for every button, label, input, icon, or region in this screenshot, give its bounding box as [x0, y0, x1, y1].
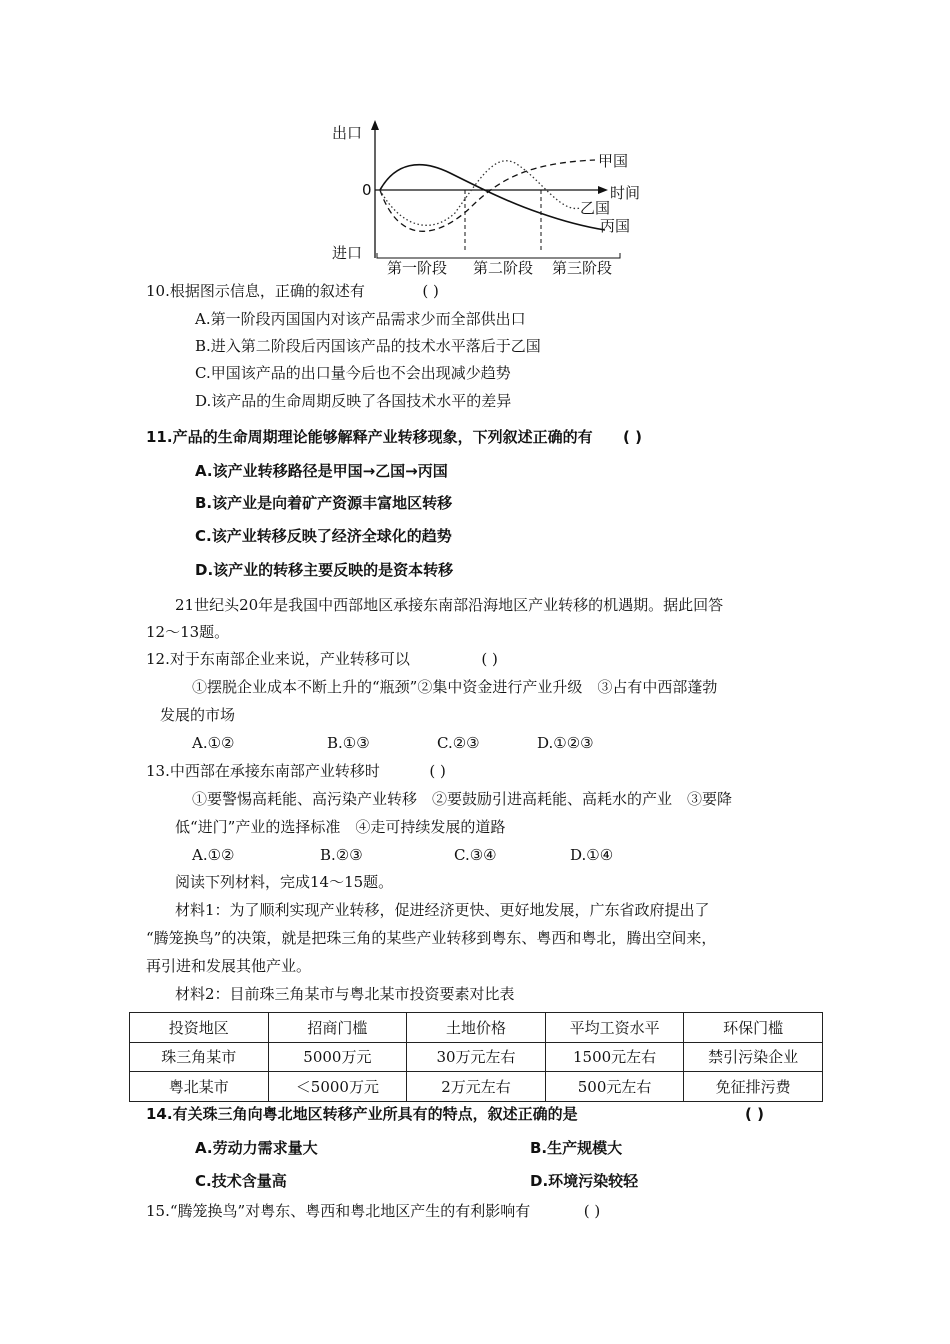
question-13-option-d: D.①④: [570, 846, 614, 864]
intro-12-line1: 21世纪头20年是我国中西部地区承接东南部沿海地区产业转移的机遇期。据此回答: [175, 596, 724, 614]
question-10-option-d: D.该产品的生命周期反映了各国技术水平的差异: [195, 392, 512, 410]
stage-brace: [377, 253, 620, 258]
table-row: [130, 1042, 823, 1072]
material-1-line1: 材料1：为了顺利实现产业转移，促进经济更快、更好地发展，广东省政府提出了: [175, 901, 710, 919]
y-bottom-label: 进口: [332, 244, 363, 262]
table-cell: 禁引污染企业: [684, 1042, 823, 1072]
question-14-stem: 14.有关珠三角向粤北地区转移产业所具有的特点，叙述正确的是: [146, 1105, 578, 1123]
question-14-option-b: B.生产规模大: [530, 1139, 623, 1157]
product-life-cycle-figure: [330, 118, 660, 278]
question-12-stem: 12.对于东南部企业来说，产业转移可以 ( ): [146, 650, 498, 668]
series-label-yi: 乙国: [580, 199, 611, 217]
x-axis-arrow: [598, 186, 608, 194]
table-cell: 珠三角某市: [130, 1042, 269, 1072]
series-label-jia: 甲国: [598, 152, 629, 170]
question-10-option-b: B.进入第二阶段后丙国该产品的技术水平落后于乙国: [195, 337, 541, 355]
question-15-stem: 15.“腾笼换鸟”对粤东、粤西和粤北地区产生的有利影响有 ( ): [146, 1202, 601, 1220]
table-cell: 30万元左右: [407, 1042, 546, 1072]
stage-label-1: 第一阶段: [387, 259, 448, 277]
question-12-statements-1: ①摆脱企业成本不断上升的“瓶颈”②集中资金进行产业升级 ③占有中西部蓬勃: [192, 678, 718, 696]
material-2-caption: 材料2：目前珠三角某市与粤北某市投资要素对比表: [175, 985, 515, 1003]
stage-label-3: 第三阶段: [552, 259, 613, 277]
y-top-label: 出口: [332, 124, 363, 142]
y-axis-arrow: [371, 120, 379, 130]
stage-label-2: 第二阶段: [473, 259, 534, 277]
question-12-option-b: B.①③: [327, 734, 370, 752]
table-header-cell: 招商门槛: [268, 1013, 407, 1043]
table-cell: 5000万元: [268, 1042, 407, 1072]
table-cell: 粤北某市: [130, 1072, 269, 1102]
question-11-option-c: C.该产业转移反映了经济全球化的趋势: [195, 527, 452, 545]
intro-12-line2: 12～13题。: [146, 623, 230, 641]
question-11-stem: 11.产品的生命周期理论能够解释产业转移现象，下列叙述正确的有 ( ): [146, 428, 642, 446]
table-header-cell: 环保门槛: [684, 1013, 823, 1043]
material-1-line2: “腾笼换鸟”的决策，就是把珠三角的某些产业转移到粤东、粤西和粤北，腾出空间来，: [146, 929, 717, 947]
question-13-option-b: B.②③: [320, 846, 363, 864]
series-bing-curve: [380, 165, 605, 230]
table-cell: 2万元左右: [407, 1072, 546, 1102]
question-11-option-a: A.该产业转移路径是甲国→乙国→丙国: [195, 462, 448, 480]
question-10-stem: 10.根据图示信息，正确的叙述有 ( ): [146, 282, 439, 300]
x-axis-label: 时间: [610, 184, 641, 202]
series-label-bing: 丙国: [600, 217, 631, 235]
table-header-cell: 土地价格: [407, 1013, 546, 1043]
question-12-statements-2: 发展的市场: [160, 706, 236, 724]
answer-paren: ( ): [745, 1105, 764, 1123]
table-header-cell: 投资地区: [130, 1013, 269, 1043]
answer-paren: ( ): [422, 282, 439, 300]
origin-label: 0: [362, 181, 372, 199]
question-13-statements-2: 低“进门”产业的选择标准 ④走可持续发展的道路: [175, 818, 506, 836]
material-1-line3: 再引进和发展其他产业。: [146, 957, 312, 975]
question-13-option-a: A.①②: [192, 846, 235, 864]
answer-paren: ( ): [481, 650, 498, 668]
intro-14-line: 阅读下列材料，完成14～15题。: [175, 873, 394, 891]
question-11-option-d: D.该产业的转移主要反映的是资本转移: [195, 561, 454, 579]
question-10-option-a: A.第一阶段丙国国内对该产品需求少而全部供出口: [195, 310, 526, 328]
investment-comparison-table: [129, 1012, 823, 1102]
question-13-statements-1: ①要警惕高耗能、高污染产业转移 ②要鼓励引进高耗能、高耗水的产业 ③要降: [192, 790, 733, 808]
table-cell: ＜5000万元: [268, 1072, 407, 1102]
question-14-option-a: A.劳动力需求量大: [195, 1139, 318, 1157]
answer-paren: ( ): [583, 1202, 601, 1220]
table-row: [130, 1072, 823, 1102]
table-header-row: [130, 1013, 823, 1043]
answer-paren: ( ): [623, 428, 642, 446]
table-cell: 500元左右: [545, 1072, 684, 1102]
table-header-cell: 平均工资水平: [545, 1013, 684, 1043]
table-cell: 免征排污费: [684, 1072, 823, 1102]
answer-paren: ( ): [429, 762, 446, 780]
question-12-option-a: A.①②: [192, 734, 235, 752]
table-cell: 1500元左右: [545, 1042, 684, 1072]
question-11-option-b: B.该产业是向着矿产资源丰富地区转移: [195, 494, 453, 512]
question-13-option-c: C.③④: [454, 846, 497, 864]
question-12-option-d: D.①②③: [537, 734, 594, 752]
question-10-option-c: C.甲国该产品的出口量今后也不会出现减少趋势: [195, 364, 511, 382]
question-13-stem: 13.中西部在承接东南部产业转移时 ( ): [146, 762, 446, 780]
question-12-option-c: C.②③: [437, 734, 480, 752]
question-14-option-d: D.环境污染较轻: [530, 1172, 639, 1190]
question-14-option-c: C.技术含量高: [195, 1172, 287, 1190]
